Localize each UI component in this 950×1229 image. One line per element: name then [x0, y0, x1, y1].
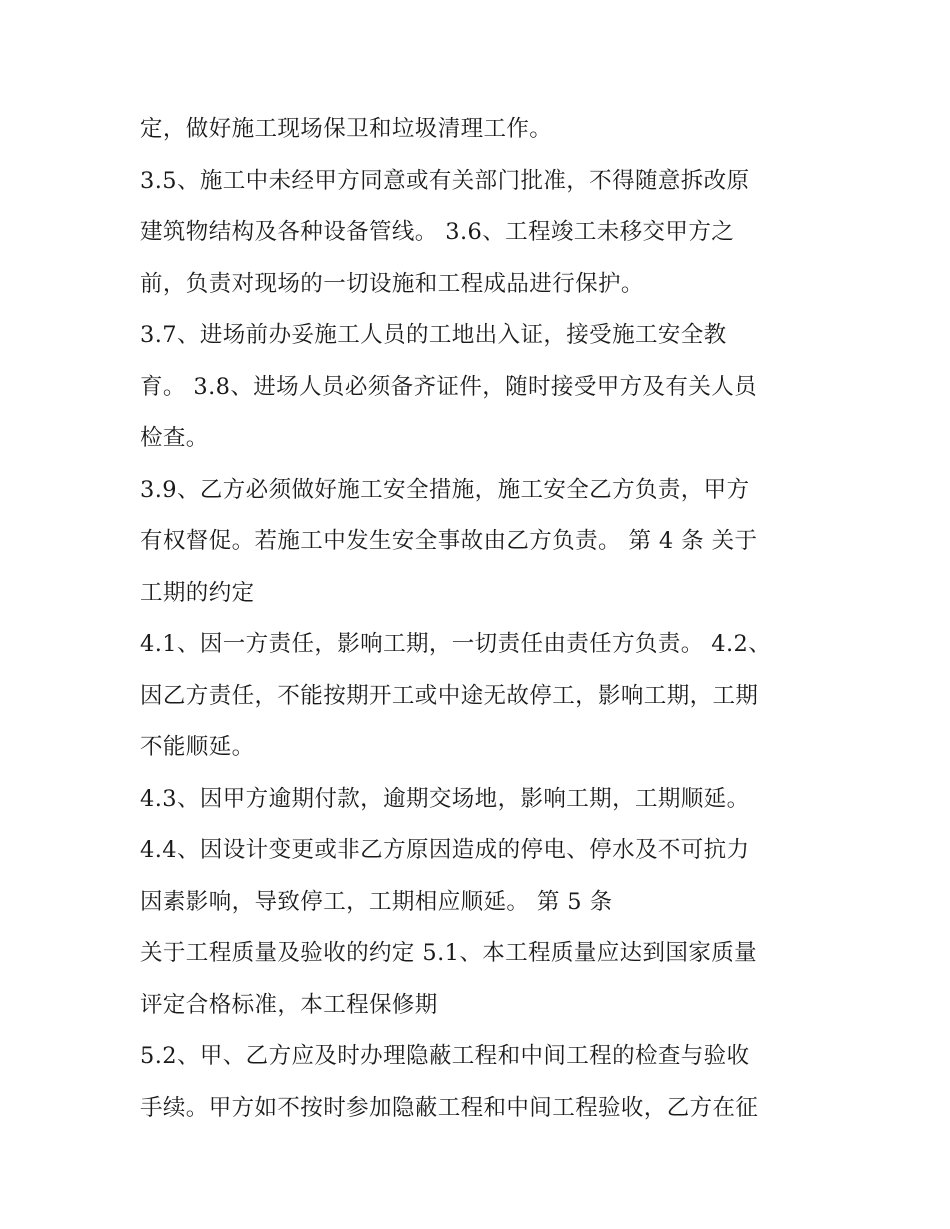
text-line-13: 不能顺延。 — [140, 734, 255, 760]
text-line-8: 3.9、乙方必须做好施工安全措施，施工安全乙方负责，甲方 — [140, 476, 750, 503]
text-line-16: 因素影响，导致停工，工期相应顺延。 第 5 条 — [140, 888, 613, 915]
text-line-3: 建筑物结构及各种设备管线。 3.6、工程竣工未移交甲方之 — [140, 219, 735, 245]
text-line-11: 4.1、因一方责任，影响工期，一切责任由责任方负责。 4.2、 — [140, 631, 772, 657]
text-line-4: 前，负责对现场的一切设施和工程成品进行保护。 — [140, 270, 644, 297]
text-line-10: 工期的约定 — [140, 579, 255, 606]
text-line-19: 5.2、甲、乙方应及时办理隐蔽工程和中间工程的检查与验收 — [140, 1043, 750, 1069]
text-line-6: 育。 3.8、进场人员必须备齐证件，随时接受甲方及有关人员 — [140, 373, 758, 400]
text-line-20: 手续。甲方如不按时参加隐蔽工程和中间工程验收，乙方在征 — [140, 1094, 759, 1121]
text-line-2: 3.5、施工中未经甲方同意或有关部门批准，不得随意拆改原 — [140, 167, 750, 194]
text-line-5: 3.7、进场前办妥施工人员的工地出入证，接受施工安全教 — [140, 322, 727, 348]
text-line-9: 有权督促。若施工中发生安全事故由乙方负责。 第 4 条 关于 — [140, 528, 758, 554]
document-body — [140, 107, 820, 1137]
text-line-7: 检查。 — [140, 425, 209, 451]
text-line-1: 定，做好施工现场保卫和垃圾清理工作。 — [140, 116, 553, 142]
text-line-17: 关于工程质量及验收的约定 5.1、本工程质量应达到国家质量 — [140, 940, 758, 966]
text-line-14: 4.3、因甲方逾期付款，逾期交场地，影响工期，工期顺延。 — [140, 785, 750, 812]
text-line-15: 4.4、因设计变更或非乙方原因造成的停电、停水及不可抗力 — [140, 837, 750, 863]
text-line-18: 评定合格标准，本工程保修期 — [140, 991, 438, 1018]
text-line-12: 因乙方责任，不能按期开工或中途无故停工，影响工期，工期 — [140, 682, 759, 709]
